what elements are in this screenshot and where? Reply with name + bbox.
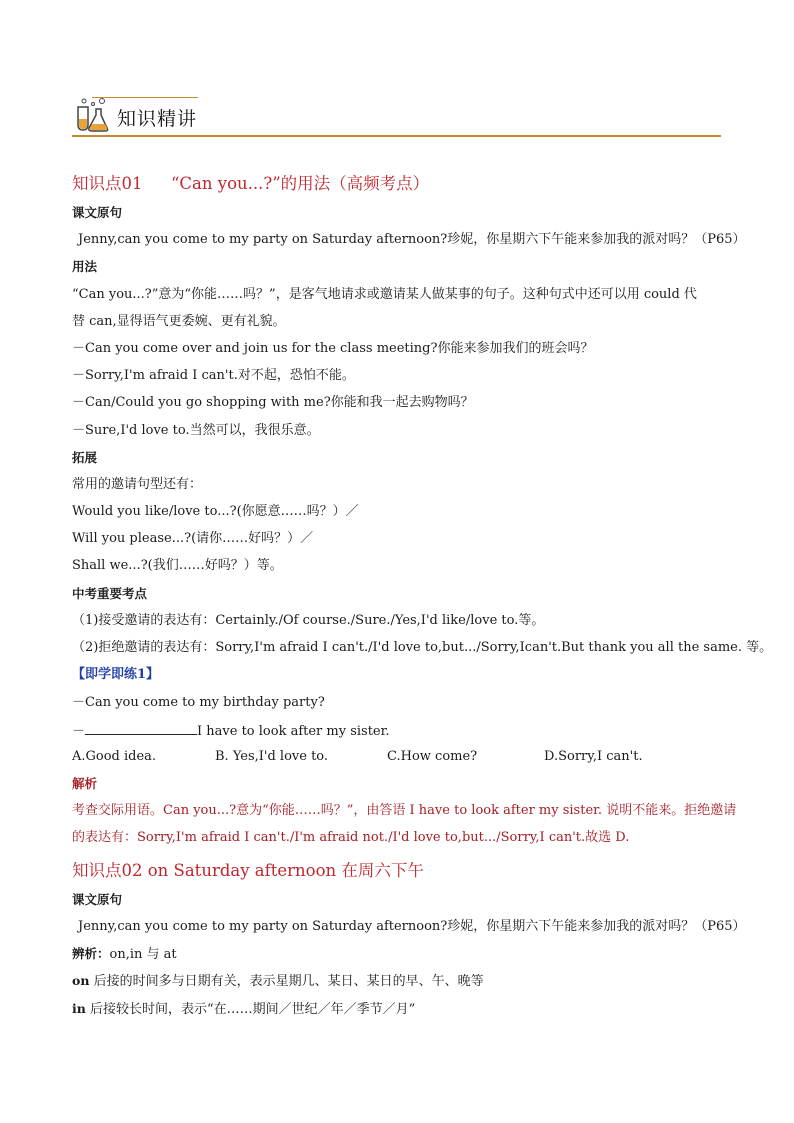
header-rule: [72, 135, 721, 137]
question-2-text: I have to look after my sister.: [197, 724, 390, 739]
analysis-label: 解析: [72, 776, 98, 791]
section2-kewen-label: 课文原句: [72, 892, 123, 907]
in-word: in: [72, 1001, 86, 1016]
section2-kewen-text: Jenny,can you come to my party on Saturday afternoon?珍妮，你星期六下午能来参加我的派对吗？（P65）: [78, 919, 746, 934]
exam-point-1: （1)接受邀请的表达有：Certainly./Of course./Sure./Yes,I'd like/love to.等。: [72, 613, 545, 628]
section1-heading-number: 知识点01: [72, 174, 143, 193]
example-2: －Sorry,I'm afraid I can't.对不起，恐怕不能。: [72, 368, 355, 383]
section2-heading: 知识点02 on Saturday afternoon 在周六下午: [72, 861, 424, 880]
on-rule: [72, 973, 484, 990]
expand-pattern-1: Would you like/love to...?(你愿意……吗？）／: [72, 504, 359, 519]
option-d: D.Sorry,I can't.: [544, 749, 643, 764]
option-a: A.Good idea.: [72, 749, 157, 764]
exam-point-2: （2)拒绝邀请的表达有：Sorry,I'm afraid I can't./I'd love to,but.../Sorry,Ican't.But thank you all the same. 等。: [72, 640, 773, 655]
expand-intro: 常用的邀请句型还有：: [72, 477, 203, 492]
kewen-text: Jenny,can you come to my party on Saturday afternoon?珍妮，你星期六下午能来参加我的派对吗？（P65）: [78, 232, 746, 247]
dash: －: [72, 724, 86, 739]
on-word: on: [72, 973, 90, 988]
option-b: B. Yes,I'd love to.: [215, 749, 329, 764]
analysis-line-2: 的表达有：Sorry,I'm afraid I can't./I'm afraid not./I'd love to,but.../Sorry,I can't.故选 D.: [72, 830, 630, 845]
practice-question-1: －Can you come to my birthday party?: [72, 695, 325, 710]
practice-label: 【即学即练1】: [72, 667, 160, 682]
flask-icon: [72, 95, 112, 133]
section2-analysis-text: on,in 与 at: [109, 947, 177, 962]
exam-label: 中考重要考点: [72, 586, 148, 601]
example-3: －Can/Could you go shopping with me?你能和我一起去购物吗？: [72, 395, 474, 410]
option-c: C.How come?: [387, 749, 478, 764]
example-4: －Sure,I'd love to.当然可以，我很乐意。: [72, 423, 320, 438]
section-header: [72, 95, 721, 137]
in-rule: [72, 1001, 415, 1018]
expand-pattern-3: Shall we...?(我们……好吗？）等。: [72, 558, 283, 573]
section1-heading: [72, 170, 429, 194]
kewen-label: 课文原句: [72, 205, 123, 220]
section2-analysis: [72, 946, 177, 963]
expand-pattern-2: Will you please...?(请你……好吗？）／: [72, 531, 314, 546]
section2-analysis-label: 辨析：: [72, 946, 110, 961]
expand-label: 拓展: [72, 450, 98, 465]
example-1: －Can you come over and join us for the class meeting?你能来参加我们的班会吗？: [72, 341, 594, 356]
practice-question-2: [72, 722, 390, 740]
in-text: 后接较长时间，表示“在……期间／世纪／年／季节／月”: [85, 1002, 416, 1017]
usage-para-1: “Can you...?”意为“你能……吗？”，是客气地请求或邀请某人做某事的句子。这种句式中还可以用 could 代: [72, 287, 697, 302]
on-text: 后接的时间多与日期有关，表示星期几、某日、某日的早、午、晚等: [89, 974, 484, 989]
section1-heading-text: “Can you...?”的用法（高频考点）: [171, 174, 430, 193]
answer-blank[interactable]: [85, 722, 197, 735]
header-title: 知识精讲: [117, 108, 198, 130]
analysis-line-1: 考查交际用语。Can you...?意为“你能……吗？”，由答语 I have to look after my sister. 说明不能来。拒绝邀请: [72, 803, 737, 818]
usage-label: 用法: [72, 259, 98, 274]
usage-para-2: 替 can,显得语气更委婉、更有礼貌。: [72, 314, 286, 329]
